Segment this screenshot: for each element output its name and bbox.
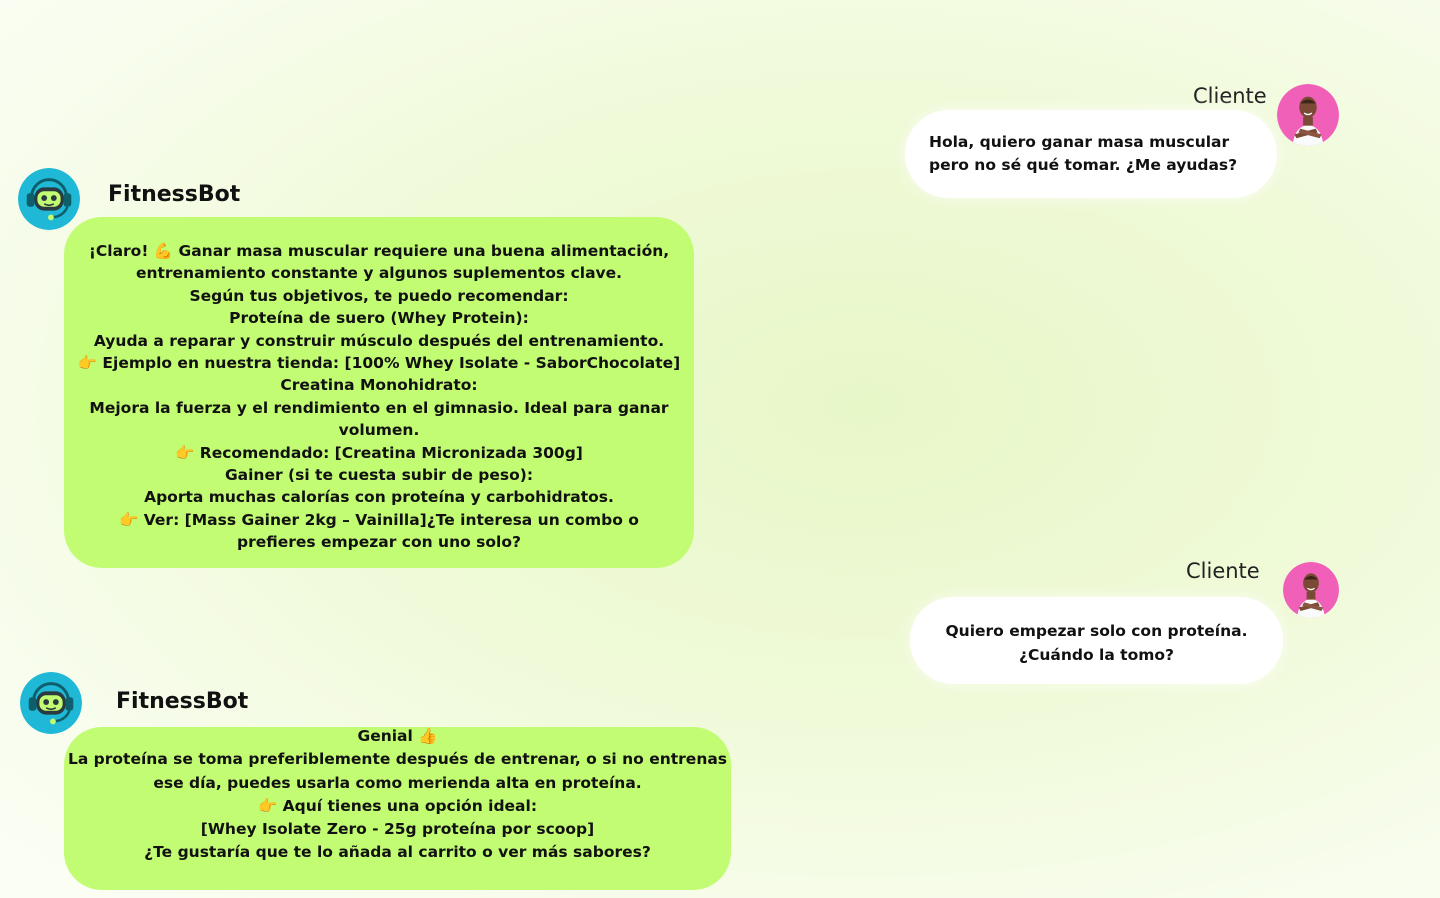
- sender-name-bot: FitnessBot: [108, 182, 241, 207]
- message-line: ¿Te gustaría que te lo añada al carrito o ver más sabores?: [144, 843, 651, 862]
- message-line: ¡Claro! 💪 Ganar masa muscular requiere una buena alimentación,: [88, 242, 670, 260]
- message-line: volumen.: [338, 421, 420, 440]
- message-line: entrenamiento constante y algunos suplementos clave.: [135, 264, 623, 283]
- client-message-bubble: [910, 597, 1283, 684]
- sender-name-client: Cliente: [1186, 559, 1260, 583]
- message-line: Proteína de suero (Whey Protein):: [229, 309, 529, 328]
- robot-avatar-icon: [18, 168, 80, 230]
- client-message-bubble: [905, 110, 1277, 198]
- message-line: Gainer (si te cuesta subir de peso):: [224, 466, 534, 485]
- sender-name-client: Cliente: [1193, 84, 1267, 108]
- message-line: 👉 Ver: [Mass Gainer 2kg – Vainilla]¿Te interesa un combo o: [119, 510, 639, 529]
- message-line: Hola, quiero ganar masa muscular: [929, 133, 1230, 151]
- message-line: La proteína se toma preferiblemente después de entrenar, o si no entrenas: [67, 750, 728, 769]
- message-line: Según tus objetivos, te puedo recomendar:: [189, 286, 569, 305]
- client-photo-avatar: [1277, 84, 1339, 146]
- message-line: ese día, puedes usarla como merienda alta en proteína.: [153, 773, 642, 792]
- sender-name-bot: FitnessBot: [116, 689, 249, 714]
- message-line: 👉 Recomendado: [Creatina Micronizada 300g]: [175, 443, 583, 462]
- bot-message-bubble: [64, 217, 694, 568]
- message-line: Ayuda a reparar y construir músculo después del entrenamiento.: [93, 331, 665, 350]
- message-line: prefieres empezar con uno solo?: [236, 533, 522, 552]
- message-line: Genial 👍: [357, 727, 438, 745]
- message-line: Creatina Monohidrato:: [280, 376, 478, 395]
- message-line: Quiero empezar solo con proteína.: [945, 622, 1248, 640]
- bot-message-bubble: [64, 727, 731, 890]
- message-line: Mejora la fuerza y el rendimiento en el gimnasio. Ideal para ganar: [89, 398, 669, 417]
- client-photo-avatar: [1283, 562, 1339, 618]
- message-line: ¿Cuándo la tomo?: [1018, 646, 1175, 664]
- message-line: 👉 Ejemplo en nuestra tienda: [100% Whey Isolate - SaborChocolate]: [77, 354, 681, 373]
- message-line: Aporta muchas calorías con proteína y carbohidratos.: [144, 488, 614, 507]
- message-line: [Whey Isolate Zero - 25g proteína por scoop]: [200, 820, 595, 839]
- message-line: 👉 Aquí tienes una opción ideal:: [257, 796, 538, 815]
- message-line: pero no sé qué tomar. ¿Me ayudas?: [929, 156, 1238, 174]
